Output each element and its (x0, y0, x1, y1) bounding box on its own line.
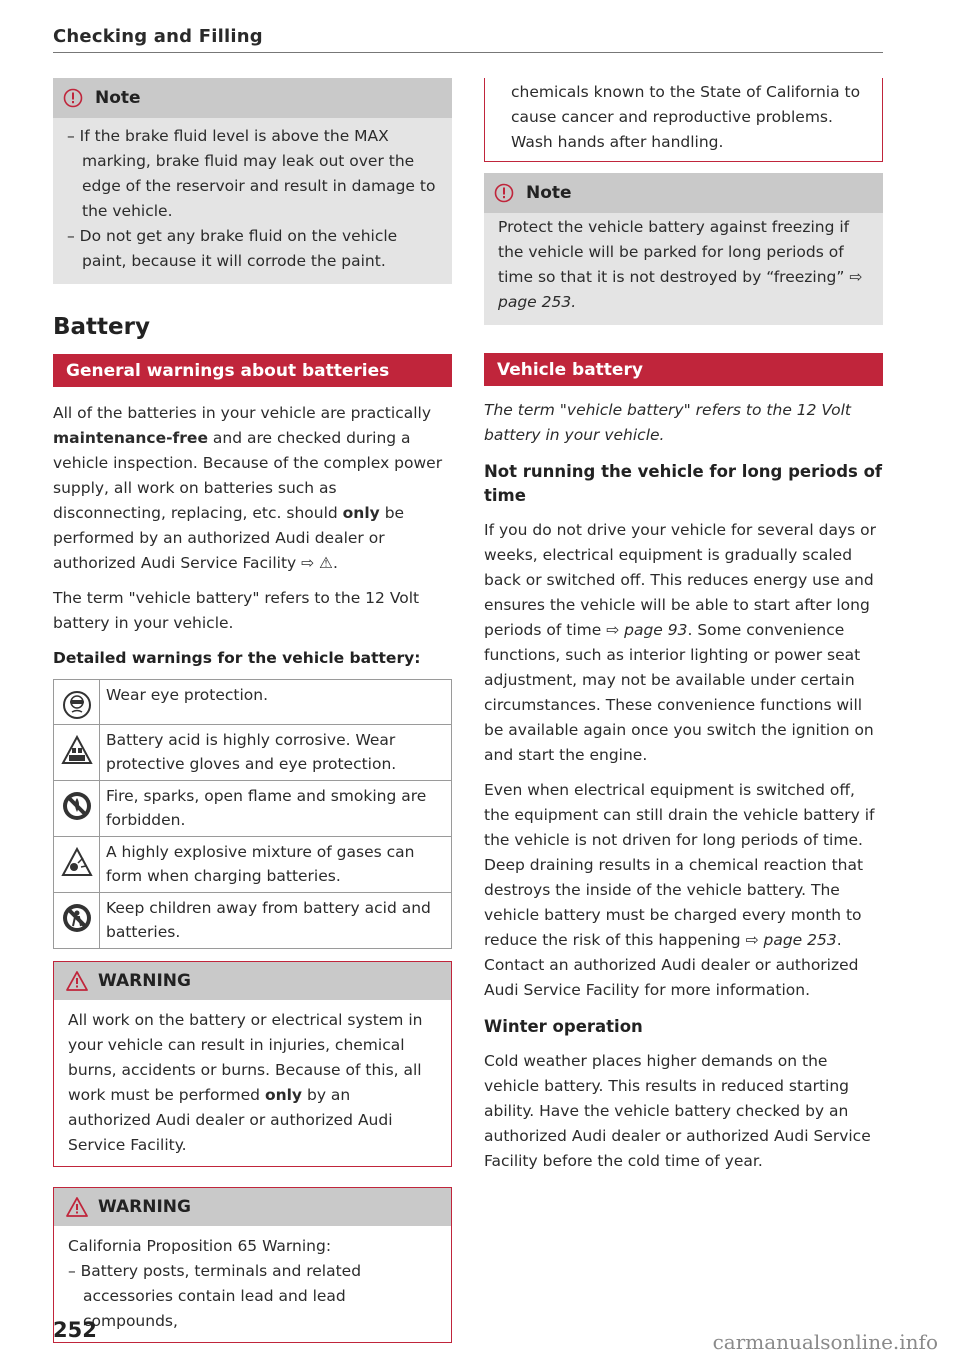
battery-heading: Battery (53, 314, 150, 340)
table-row (54, 725, 452, 781)
warning-text: Battery acid is highly corrosive. Wear protective gloves and eye protection. (100, 725, 452, 781)
eye-protection-icon (62, 690, 92, 720)
note-title: Note (95, 88, 141, 108)
warning-title: WARNING (98, 971, 191, 991)
warning-triangle-icon (66, 971, 88, 991)
battery-intro-paragraph: All of the batteries in your vehicle are practically maintenance-free and are checked during a vehicle inspection. Because of the complex power supply, all work on batteries such as disconnecting, replacing, etc. should only be performed by an authorized Audi dealer or authorized Audi Service Facility ⇨ ⚠. (53, 404, 443, 572)
warning-header (54, 1188, 451, 1226)
page-reference-link[interactable]: ⇨ page 93 (606, 621, 688, 639)
page-reference-link[interactable]: ⇨ page 253. (498, 268, 863, 311)
vehicle-battery-intro: The term "vehicle battery" refers to the 12 Volt battery in your vehicle. (484, 401, 851, 444)
explosive-icon (61, 847, 93, 877)
warning-text: A highly explosive mixture of gases can form when charging batteries. (100, 837, 452, 893)
note-item: – Do not get any brake fluid on the vehicle paint, because it will corrode the paint. (67, 227, 398, 270)
not-running-heading: Not running the vehicle for long periods of time (484, 462, 883, 505)
warning-triangle-icon (66, 1197, 88, 1217)
note-body: Protect the vehicle battery against freezing if the vehicle will be parked for long periods of time so that it is not destroyed by “freezing” ⇨ page 253. (498, 218, 863, 311)
warning-continued-text: chemicals known to the State of California to cause cancer and reproductive problems. Wash hands after handling. (511, 83, 861, 151)
table-row (54, 893, 452, 949)
note-title: Note (526, 183, 572, 203)
winter-operation-heading: Winter operation (484, 1017, 643, 1036)
warning-text: Fire, sparks, open flame and smoking are forbidden. (100, 781, 452, 837)
right-column (484, 78, 883, 1174)
table-row (54, 680, 452, 725)
no-fire-icon (61, 790, 93, 822)
detailed-warnings-heading: Detailed warnings for the vehicle battery: (53, 649, 421, 667)
warning-title: WARNING (98, 1197, 191, 1217)
note-icon (63, 88, 83, 108)
note-box-freezing (484, 173, 883, 325)
note-item: – If the brake fluid level is above the MAX marking, brake fluid may leak out over the edge of the reservoir and result in damage to the vehicle. (67, 127, 436, 220)
not-running-paragraph: If you do not drive your vehicle for several days or weeks, electrical equipment is gradually scaled back or switched off. This reduces energy use and ensures the vehicle will be able to start after long periods of time ⇨ page 93. Some convenience functions, such as interior lighting or power seat adjustment, may not be available under certain circumstances. These convenience functions will be available again once you switch the ignition on and start the engine. (484, 521, 877, 764)
warning-body: California Proposition 65 Warning: – Battery posts, terminals and related accessories contain lead and lead compounds, (68, 1237, 362, 1330)
keep-children-away-icon (61, 902, 93, 934)
note-box-brake-fluid (53, 78, 452, 284)
footer-watermark: carmanualsonline.info (712, 1330, 938, 1354)
note-header (484, 173, 883, 213)
vehicle-battery-heading: Vehicle battery (484, 353, 883, 386)
general-warnings-heading: General warnings about batteries (53, 354, 452, 387)
table-row (54, 837, 452, 893)
note-header (53, 78, 452, 118)
warning-box-electrical (53, 961, 452, 1167)
table-row (54, 781, 452, 837)
section-header: Checking and Filling (53, 26, 263, 47)
left-column (53, 78, 452, 1343)
page-reference-link[interactable]: ⇨ page 253 (745, 931, 837, 949)
warning-text: Keep children away from battery acid and batteries. (100, 893, 452, 949)
warning-box-prop65 (53, 1187, 452, 1343)
battery-warnings-table (53, 679, 452, 949)
battery-term-paragraph: The term "vehicle battery" refers to the 12 Volt battery in your vehicle. (53, 589, 420, 632)
corrosive-icon (61, 735, 93, 765)
note-icon (494, 183, 514, 203)
warning-box-prop65-continued (484, 78, 883, 162)
deep-draining-paragraph: Even when electrical equipment is switched off, the equipment can still drain the vehicle battery if the vehicle is not driven for long periods of time. Deep draining results in a chemical reaction that destroys the inside of the vehicle battery. The vehicle battery must be charged every month to reduce the risk of this happening ⇨ page 253. Contact an authorized Audi dealer or authorized Audi Service Facility for more information. (484, 781, 875, 999)
header-rule (53, 52, 883, 53)
warning-header (54, 962, 451, 1000)
winter-operation-paragraph: Cold weather places higher demands on the vehicle battery. This results in reduced starting ability. Have the vehicle battery checked by an authorized Audi dealer or authorized Audi Service Facility before the cold time of year. (484, 1052, 871, 1170)
warning-body: All work on the battery or electrical system in your vehicle can result in injuries, chemical burns, accidents or burns. Because of this, all work must be performed only by an authorized Audi dealer or authorized Audi Service Facility. (68, 1011, 423, 1154)
page-number: 252 (53, 1318, 97, 1342)
warning-text: Wear eye protection. (100, 680, 452, 725)
